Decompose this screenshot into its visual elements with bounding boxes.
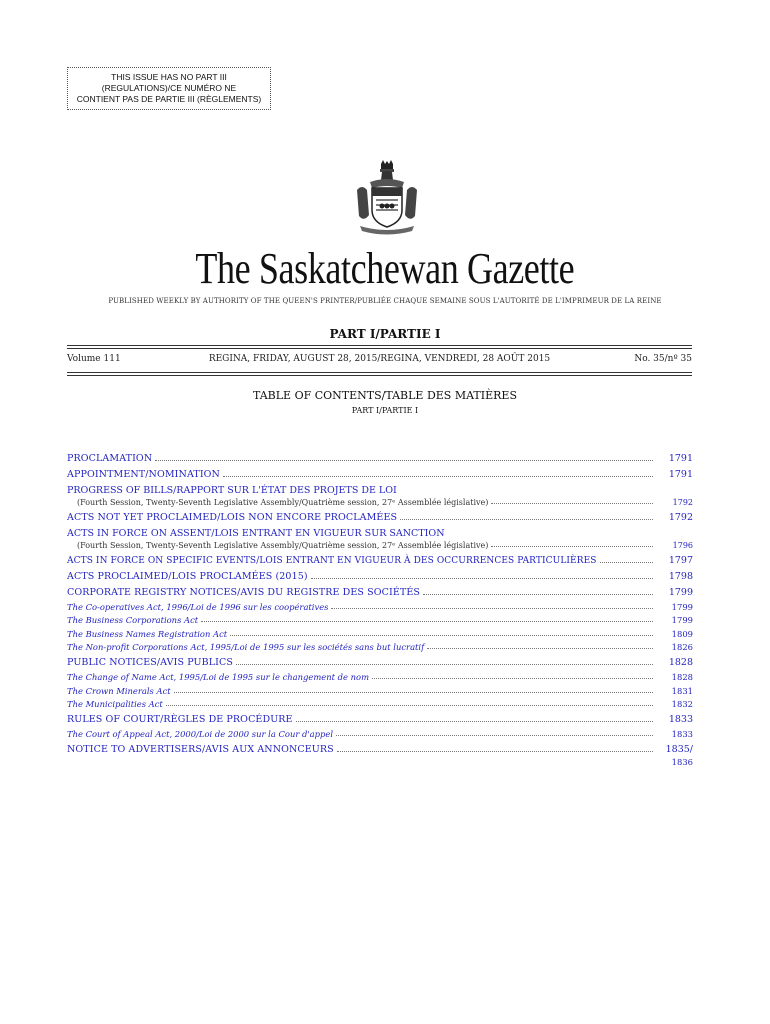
toc-entry-business-names-act[interactable] — [67, 629, 693, 639]
gazette-subtitle: PUBLISHED WEEKLY BY AUTHORITY OF THE QUEEN'S PRINTER/PUBLIÉE CHAQUE SEMAINE SOUS L'AUTORITÉ DE L'IMPRIMEUR DE LA REINE — [108, 297, 662, 305]
toc-entry-label[interactable]: ACTS PROCLAIMED/LOIS PROCLAMÉES (2015) — [67, 571, 308, 582]
toc-entry-label[interactable]: The Business Corporations Act — [67, 615, 199, 626]
toc-entry-label[interactable]: ACTS IN FORCE ON ASSENT/LOIS ENTRANT EN VIGUEUR SUR SANCTION — [67, 528, 445, 539]
toc-entry-page[interactable]: 1833 — [671, 728, 693, 739]
toc-entry-label[interactable]: PROCLAMATION — [67, 453, 153, 464]
toc-heading-progress-of-bills[interactable] — [67, 485, 693, 496]
toc-entry-page[interactable]: 1828 — [671, 671, 693, 682]
toc-entry-not-proclaimed[interactable] — [67, 512, 693, 523]
toc-title: TABLE OF CONTENTS/TABLE DES MATIÈRES — [252, 389, 517, 402]
dot-leader — [331, 607, 653, 609]
toc-entry-label[interactable]: The Non-profit Corporations Act, 1995/Loi de 1995 sur les sociétés sans but lucratif — [67, 642, 425, 653]
toc-part-heading: PART I/PARTIE I — [351, 406, 419, 415]
table-of-contents — [67, 448, 693, 767]
no-part-iii-notice — [67, 67, 271, 110]
dot-leader — [296, 720, 653, 722]
dot-leader — [230, 634, 653, 636]
toc-entry-change-of-name-act[interactable] — [67, 672, 693, 682]
toc-entry-label[interactable]: ACTS NOT YET PROCLAIMED/LOIS NON ENCORE PROCLAMÉES — [67, 512, 398, 523]
toc-entry-label[interactable]: RULES OF COURT/RÈGLES DE PROCÉDURE — [67, 714, 293, 726]
toc-entry-page[interactable]: 1826 — [671, 642, 693, 653]
dot-leader — [155, 459, 653, 461]
toc-entry-label[interactable]: The Crown Minerals Act — [67, 685, 171, 696]
dot-leader — [336, 734, 653, 736]
toc-entry-page[interactable]: 1799 — [668, 587, 693, 598]
toc-entry-municipalities-act[interactable] — [67, 699, 693, 709]
toc-entry-label[interactable]: The Business Names Registration Act — [67, 628, 228, 639]
toc-entry-page[interactable]: 1791 — [668, 469, 693, 480]
gazette-title: The Saskatchewan Gazette — [195, 244, 575, 293]
toc-entry-label[interactable]: PROGRESS OF BILLS/RAPPORT SUR L'ÉTAT DES PROJETS DE LOI — [67, 485, 397, 496]
toc-entry-label[interactable]: ACTS IN FORCE ON SPECIFIC EVENTS/LOIS ENTRANT EN VIGUEUR À DES OCCURRENCES PARTICULIÈRES — [67, 556, 597, 566]
notice-line-2: (REGULATIONS)/CE NUMÉRO NE — [101, 83, 237, 93]
dot-leader — [166, 704, 653, 706]
toc-entry-cooperatives-act[interactable] — [67, 602, 693, 612]
dot-leader — [427, 647, 653, 649]
toc-entry-public-notices[interactable] — [67, 657, 693, 668]
dot-leader — [236, 663, 653, 665]
dot-leader — [423, 593, 653, 595]
toc-entry-page[interactable]: 1809 — [671, 628, 693, 639]
toc-entry-label[interactable]: The Co-operatives Act, 1996/Loi de 1996 sur les coopératives — [67, 601, 329, 612]
dot-leader — [223, 475, 653, 477]
toc-entry-page[interactable]: 1797 — [668, 555, 693, 566]
rule-top-2 — [67, 348, 692, 349]
dot-leader — [372, 677, 653, 679]
toc-entry-label[interactable]: The Change of Name Act, 1995/Loi de 1995 sur le changement de nom — [67, 671, 370, 682]
dot-leader — [491, 502, 653, 504]
toc-entry-label: (Fourth Session, Twenty-Seventh Legislative Assembly/Quatrième session, 27ᵉ Assemblée législative) — [77, 498, 489, 507]
toc-entry-label: (Fourth Session, Twenty-Seventh Legislative Assembly/Quatrième session, 27ᵉ Assemblée législative) — [77, 541, 489, 550]
toc-entry-label[interactable]: The Municipalities Act — [67, 699, 163, 710]
toc-entry-rules-of-court[interactable] — [67, 714, 693, 725]
dot-leader — [174, 691, 653, 693]
issue-number: No. 35/nº 35 — [634, 354, 692, 364]
toc-entry-page[interactable]: 1799 — [671, 615, 693, 626]
toc-entry-page[interactable]: 1796 — [672, 541, 693, 550]
dot-leader — [400, 518, 653, 520]
toc-entry-corporate-registry[interactable] — [67, 587, 693, 598]
toc-entry-page[interactable]: 1835/ — [665, 743, 693, 755]
toc-entry-crown-minerals-act[interactable] — [67, 686, 693, 696]
toc-entry-page[interactable]: 1798 — [668, 571, 693, 582]
toc-entry-page[interactable]: 1792 — [672, 498, 693, 507]
rule-bottom-1 — [67, 372, 692, 373]
toc-entry-label[interactable]: APPOINTMENT/NOMINATION — [67, 469, 220, 480]
toc-entry-page[interactable]: 1792 — [668, 512, 693, 523]
toc-entry-page[interactable]: 1828 — [668, 657, 693, 669]
toc-entry-page-line2[interactable]: 1836 — [671, 756, 693, 767]
toc-entry-in-force-session[interactable] — [67, 541, 693, 550]
toc-entry-advertisers-page-cont[interactable] — [67, 755, 693, 767]
toc-entry-page[interactable]: 1832 — [671, 699, 693, 710]
toc-entry-progress-session[interactable] — [67, 498, 693, 507]
toc-entry-page[interactable]: 1831 — [671, 685, 693, 696]
dot-leader — [311, 577, 653, 579]
toc-entry-proclamation[interactable] — [67, 453, 693, 464]
toc-entry-proclaimed[interactable] — [67, 571, 693, 582]
toc-entry-label[interactable]: NOTICE TO ADVERTISERS/AVIS AUX ANNONCEURS — [67, 743, 334, 755]
toc-entry-page[interactable]: 1791 — [668, 453, 693, 464]
toc-entry-label[interactable]: The Court of Appeal Act, 2000/Loi de 2000 sur la Cour d'appel — [67, 728, 334, 739]
saskatchewan-coat-of-arms-icon — [352, 160, 422, 235]
toc-entry-court-of-appeal-act[interactable] — [67, 729, 693, 739]
toc-entry-page[interactable]: 1833 — [668, 714, 693, 726]
toc-entry-label[interactable]: CORPORATE REGISTRY NOTICES/AVIS DU REGISTRE DES SOCIÉTÉS — [67, 587, 420, 598]
rule-bottom-2 — [67, 375, 692, 376]
toc-entry-appointment[interactable] — [67, 469, 693, 480]
dot-leader — [491, 545, 653, 547]
toc-heading-in-force-on-assent[interactable] — [67, 528, 693, 539]
part-heading: PART I/PARTIE I — [329, 327, 441, 341]
toc-entry-nonprofit-act[interactable] — [67, 642, 693, 652]
toc-entry-label[interactable]: PUBLIC NOTICES/AVIS PUBLICS — [67, 657, 233, 669]
notice-line-3: CONTIENT PAS DE PARTIE III (RÈGLEMENTS) — [76, 94, 262, 104]
rule-top-1 — [67, 345, 692, 346]
toc-entry-specific-events[interactable] — [67, 555, 693, 566]
toc-entry-business-corporations-act[interactable] — [67, 615, 693, 625]
dot-leader — [337, 750, 653, 752]
toc-entry-notice-to-advertisers[interactable] — [67, 744, 693, 755]
dot-leader — [201, 620, 653, 622]
notice-line-1: THIS ISSUE HAS NO PART III — [111, 72, 227, 82]
issue-date: REGINA, FRIDAY, AUGUST 28, 2015/REGINA, VENDREDI, 28 AOÛT 2015 — [208, 354, 551, 364]
volume-number: Volume 111 — [67, 354, 121, 364]
toc-entry-page[interactable]: 1799 — [671, 601, 693, 612]
dot-leader — [600, 561, 653, 563]
